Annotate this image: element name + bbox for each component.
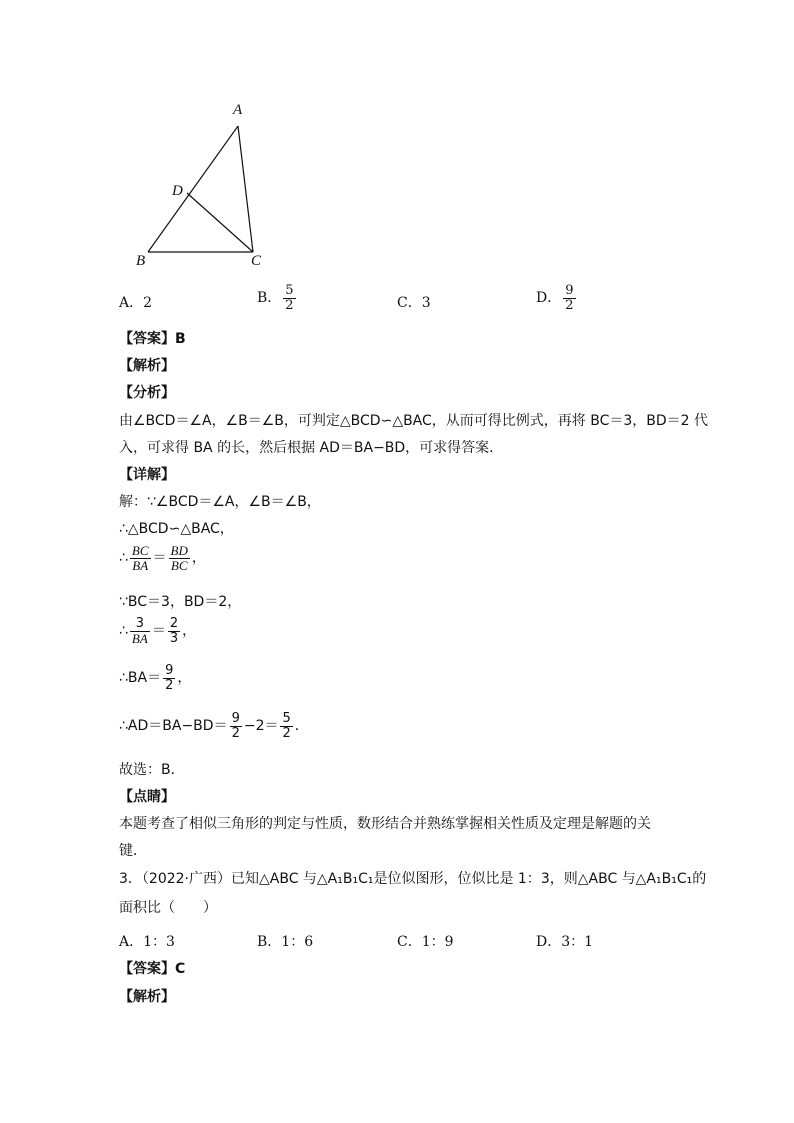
step-fraction: [163, 664, 175, 692]
q3-answer: 【答案】C: [119, 961, 186, 977]
q2-option-a: A．2: [119, 295, 153, 311]
q2-step-7: [119, 712, 309, 740]
fraction-denominator: 3: [169, 630, 179, 646]
q3-option-a: A．1：3: [119, 934, 175, 950]
fraction-numerator: BC: [131, 543, 149, 558]
q3-stem-line1: 3．（2022·广西）已知△ABC 与△A₁B₁C₁是位似图形，位似比是 1：3，则△ABC 与△A₁B₁C₁的: [119, 871, 707, 887]
fraction-numerator: 9: [231, 711, 240, 726]
fraction-numerator: 5: [285, 283, 294, 298]
step-fraction-2: [280, 712, 292, 740]
fraction-denominator: 2: [565, 297, 574, 313]
step-fraction-1: [130, 544, 151, 572]
fraction-denominator: 2: [285, 297, 294, 313]
fraction-denominator: BA: [131, 630, 148, 646]
q2-step-5: [119, 617, 196, 645]
fraction-denominator: BA: [132, 557, 149, 573]
vertex-label-c: C: [251, 253, 262, 269]
q2-step-2: ∴△BCD∽△BAC，: [119, 521, 234, 537]
step-prefix: ∴: [119, 550, 128, 567]
q2-step-3: [119, 544, 206, 572]
q3-option-c: C．1：9: [397, 934, 454, 950]
step-middle: −2＝: [243, 718, 279, 735]
q2-option-d-label: D．: [536, 290, 562, 307]
fraction-denominator: 2: [282, 725, 291, 741]
q2-step-6: [119, 664, 191, 692]
step-fraction-1: [130, 617, 150, 645]
q2-xiangjie-heading: 【详解】: [119, 467, 175, 483]
q2-option-d-fraction: [563, 284, 575, 312]
q3-jiexi-heading: 【解析】: [119, 989, 175, 1005]
fraction-numerator: 9: [565, 283, 574, 298]
q2-option-b-fraction: [283, 284, 295, 312]
step-prefix: ∴: [119, 623, 128, 640]
q2-dianjing-line2: 键．: [119, 843, 147, 859]
step-suffix: ，: [191, 550, 206, 567]
fraction-denominator: 2: [231, 725, 240, 741]
q2-dianjing-heading: 【点睛】: [119, 789, 175, 805]
q2-step-4: ∵BC＝3，BD＝2，: [119, 594, 242, 610]
fraction-numerator: 3: [130, 617, 150, 632]
step-fraction-2: [169, 544, 190, 572]
q2-option-b-label: B．: [257, 290, 282, 307]
q2-dianjing-line1: 本题考查了相似三角形的判定与性质，数形结合并熟练掌握相关性质及定理是解题的关: [119, 816, 651, 832]
vertex-label-a: A: [233, 102, 243, 118]
step-suffix: ，: [182, 623, 197, 640]
step-fraction-1: [230, 712, 242, 740]
step-prefix: ∴BA＝: [119, 670, 162, 687]
q2-jiexi-heading: 【解析】: [119, 358, 175, 374]
q3-option-b: B．1：6: [257, 934, 314, 950]
step-suffix: ，: [177, 670, 192, 687]
fraction-numerator: 2: [169, 616, 179, 631]
q2-answer: 【答案】B: [119, 331, 186, 347]
q2-fenxi-heading: 【分析】: [119, 385, 175, 401]
fraction-denominator: 2: [165, 677, 174, 693]
fraction-denominator: BC: [170, 557, 188, 573]
q2-fenxi-line1: 由∠BCD＝∠A，∠B＝∠B，可判定△BCD∽△BAC，从而可得比例式，再将 BC＝3，BD＝2 代: [119, 413, 709, 429]
q2-guxuan: 故选：B．: [119, 762, 185, 778]
q2-option-c: C．3: [397, 295, 431, 311]
step-fraction-2: [168, 617, 180, 645]
q2-fenxi-line2: 入，可求得 BA 的长，然后根据 AD＝BA−BD，可求得答案．: [119, 440, 504, 456]
step-suffix: ．: [294, 718, 309, 735]
equals-sign: ＝: [152, 550, 167, 567]
equals-sign: ＝: [151, 623, 166, 640]
vertex-label-d: D: [172, 183, 183, 199]
fraction-numerator: 5: [282, 711, 291, 726]
q2-option-b: [257, 284, 298, 312]
step-prefix: ∴AD＝BA−BD＝: [119, 718, 228, 735]
q3-option-d: D．3：1: [536, 934, 594, 950]
vertex-label-b: B: [136, 253, 146, 269]
fraction-numerator: 9: [165, 663, 174, 678]
q3-stem-line2: 面积比（ ）: [119, 900, 217, 916]
fraction-numerator: BD: [170, 543, 188, 558]
q2-option-d: [536, 284, 578, 312]
q2-step-1: 解：∵∠BCD＝∠A，∠B＝∠B，: [119, 494, 321, 510]
